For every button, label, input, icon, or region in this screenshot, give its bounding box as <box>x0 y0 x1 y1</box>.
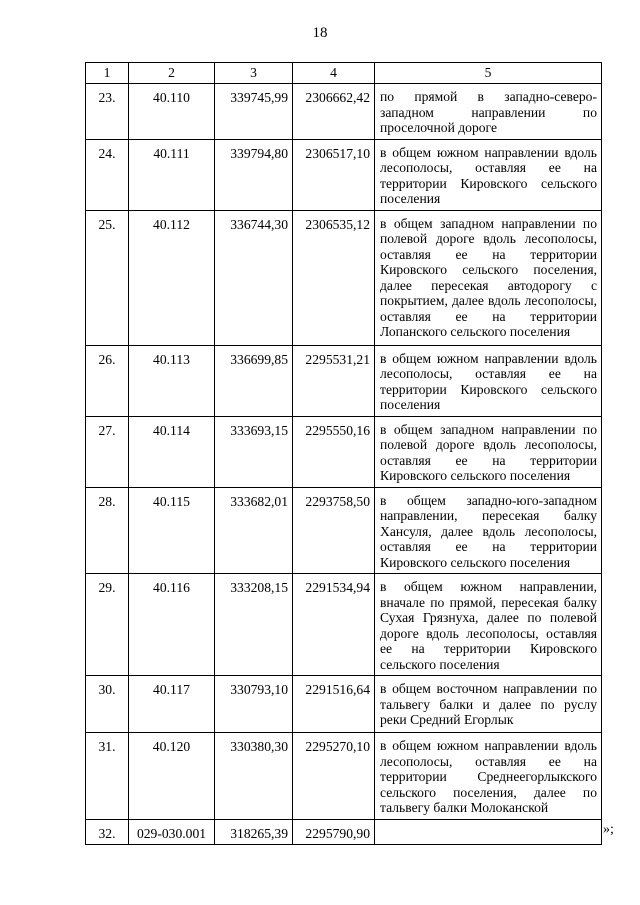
row-number: 29. <box>86 574 129 676</box>
point-id: 40.111 <box>129 139 215 210</box>
coord-y: 2295270,10 <box>293 733 375 820</box>
coord-x: 339745,99 <box>215 84 293 140</box>
table-row <box>86 820 602 845</box>
boundary-description: в общем южном направлении, вначале по прямой, пересекая балку Сухая Грязнуха, далее по полевой дороге вдоль лесополосы, оставляя ее на территории Кировского сельского поселения <box>375 574 602 676</box>
coord-y: 2306535,12 <box>293 210 375 345</box>
point-id: 029-030.001 <box>129 820 215 845</box>
coord-x: 330793,10 <box>215 676 293 733</box>
boundary-table <box>85 62 602 845</box>
coord-x: 339794,80 <box>215 139 293 210</box>
boundary-description: в общем восточном направлении по тальвегу балки и далее по руслу реки Средний Егорлык <box>375 676 602 733</box>
coord-x: 318265,39 <box>215 820 293 845</box>
column-header: 5 <box>375 63 602 84</box>
row-number: 31. <box>86 733 129 820</box>
point-id: 40.117 <box>129 676 215 733</box>
boundary-description: по прямой в западно-северо-западном направлении по проселочной дороге <box>375 84 602 140</box>
table-header-row <box>86 63 602 84</box>
coord-y: 2291534,94 <box>293 574 375 676</box>
coord-x: 330380,30 <box>215 733 293 820</box>
coord-y: 2295531,21 <box>293 345 375 416</box>
boundary-description: в общем южном направлении вдоль лесополосы, оставляя ее на территории Кировского сельского поселения <box>375 345 602 416</box>
column-header: 4 <box>293 63 375 84</box>
point-id: 40.114 <box>129 416 215 487</box>
row-number: 25. <box>86 210 129 345</box>
coord-y: 2306517,10 <box>293 139 375 210</box>
boundary-description: в общем южном направлении вдоль лесополосы, оставляя ее на территории Среднеегорлыкского сельского поселения, далее по тальвегу балки Молоканской <box>375 733 602 820</box>
coord-x: 336744,30 <box>215 210 293 345</box>
row-number: 26. <box>86 345 129 416</box>
table-row <box>86 676 602 733</box>
row-number: 23. <box>86 84 129 140</box>
coord-x: 336699,85 <box>215 345 293 416</box>
row-number: 24. <box>86 139 129 210</box>
coord-y: 2306662,42 <box>293 84 375 140</box>
table-row <box>86 416 602 487</box>
table-row <box>86 84 602 140</box>
coord-y: 2295790,90 <box>293 820 375 845</box>
point-id: 40.120 <box>129 733 215 820</box>
boundary-description: в общем западном направлении по полевой дороге вдоль лесополосы, оставляя ее на территории Кировского сельского поселения <box>375 416 602 487</box>
boundary-description <box>375 820 602 845</box>
coord-x: 333682,01 <box>215 487 293 574</box>
table-row <box>86 210 602 345</box>
table-row <box>86 345 602 416</box>
coord-y: 2295550,16 <box>293 416 375 487</box>
coord-x: 333208,15 <box>215 574 293 676</box>
point-id: 40.115 <box>129 487 215 574</box>
page-number: 18 <box>312 25 328 41</box>
point-id: 40.113 <box>129 345 215 416</box>
point-id: 40.110 <box>129 84 215 140</box>
point-id: 40.116 <box>129 574 215 676</box>
table-row <box>86 733 602 820</box>
boundary-description: в общем западно-юго-западном направлении, пересекая балку Хансуля, далее вдоль лесополосы, оставляя ее на территории Кировского сельского поселения <box>375 487 602 574</box>
coord-y: 2293758,50 <box>293 487 375 574</box>
row-number: 32. <box>86 820 129 845</box>
point-id: 40.112 <box>129 210 215 345</box>
table-row <box>86 574 602 676</box>
boundary-description: в общем западном направлении по полевой дороге вдоль лесополосы, оставляя ее на территории Кировского сельского поселения, далее пересекая автодорогу с покрытием, далее вдоль лесополосы, оставляя ее на территории Лопанского сельского поселения <box>375 210 602 345</box>
coord-y: 2291516,64 <box>293 676 375 733</box>
row-number: 27. <box>86 416 129 487</box>
row-number: 30. <box>86 676 129 733</box>
column-header: 1 <box>86 63 129 84</box>
coord-x: 333693,15 <box>215 416 293 487</box>
column-header: 2 <box>129 63 215 84</box>
boundary-description: в общем южном направлении вдоль лесополосы, оставляя ее на территории Кировского сельского поселения <box>375 139 602 210</box>
closing-quote-mark: »; <box>603 822 614 837</box>
row-number: 28. <box>86 487 129 574</box>
column-header: 3 <box>215 63 293 84</box>
table-row <box>86 139 602 210</box>
table-row <box>86 487 602 574</box>
